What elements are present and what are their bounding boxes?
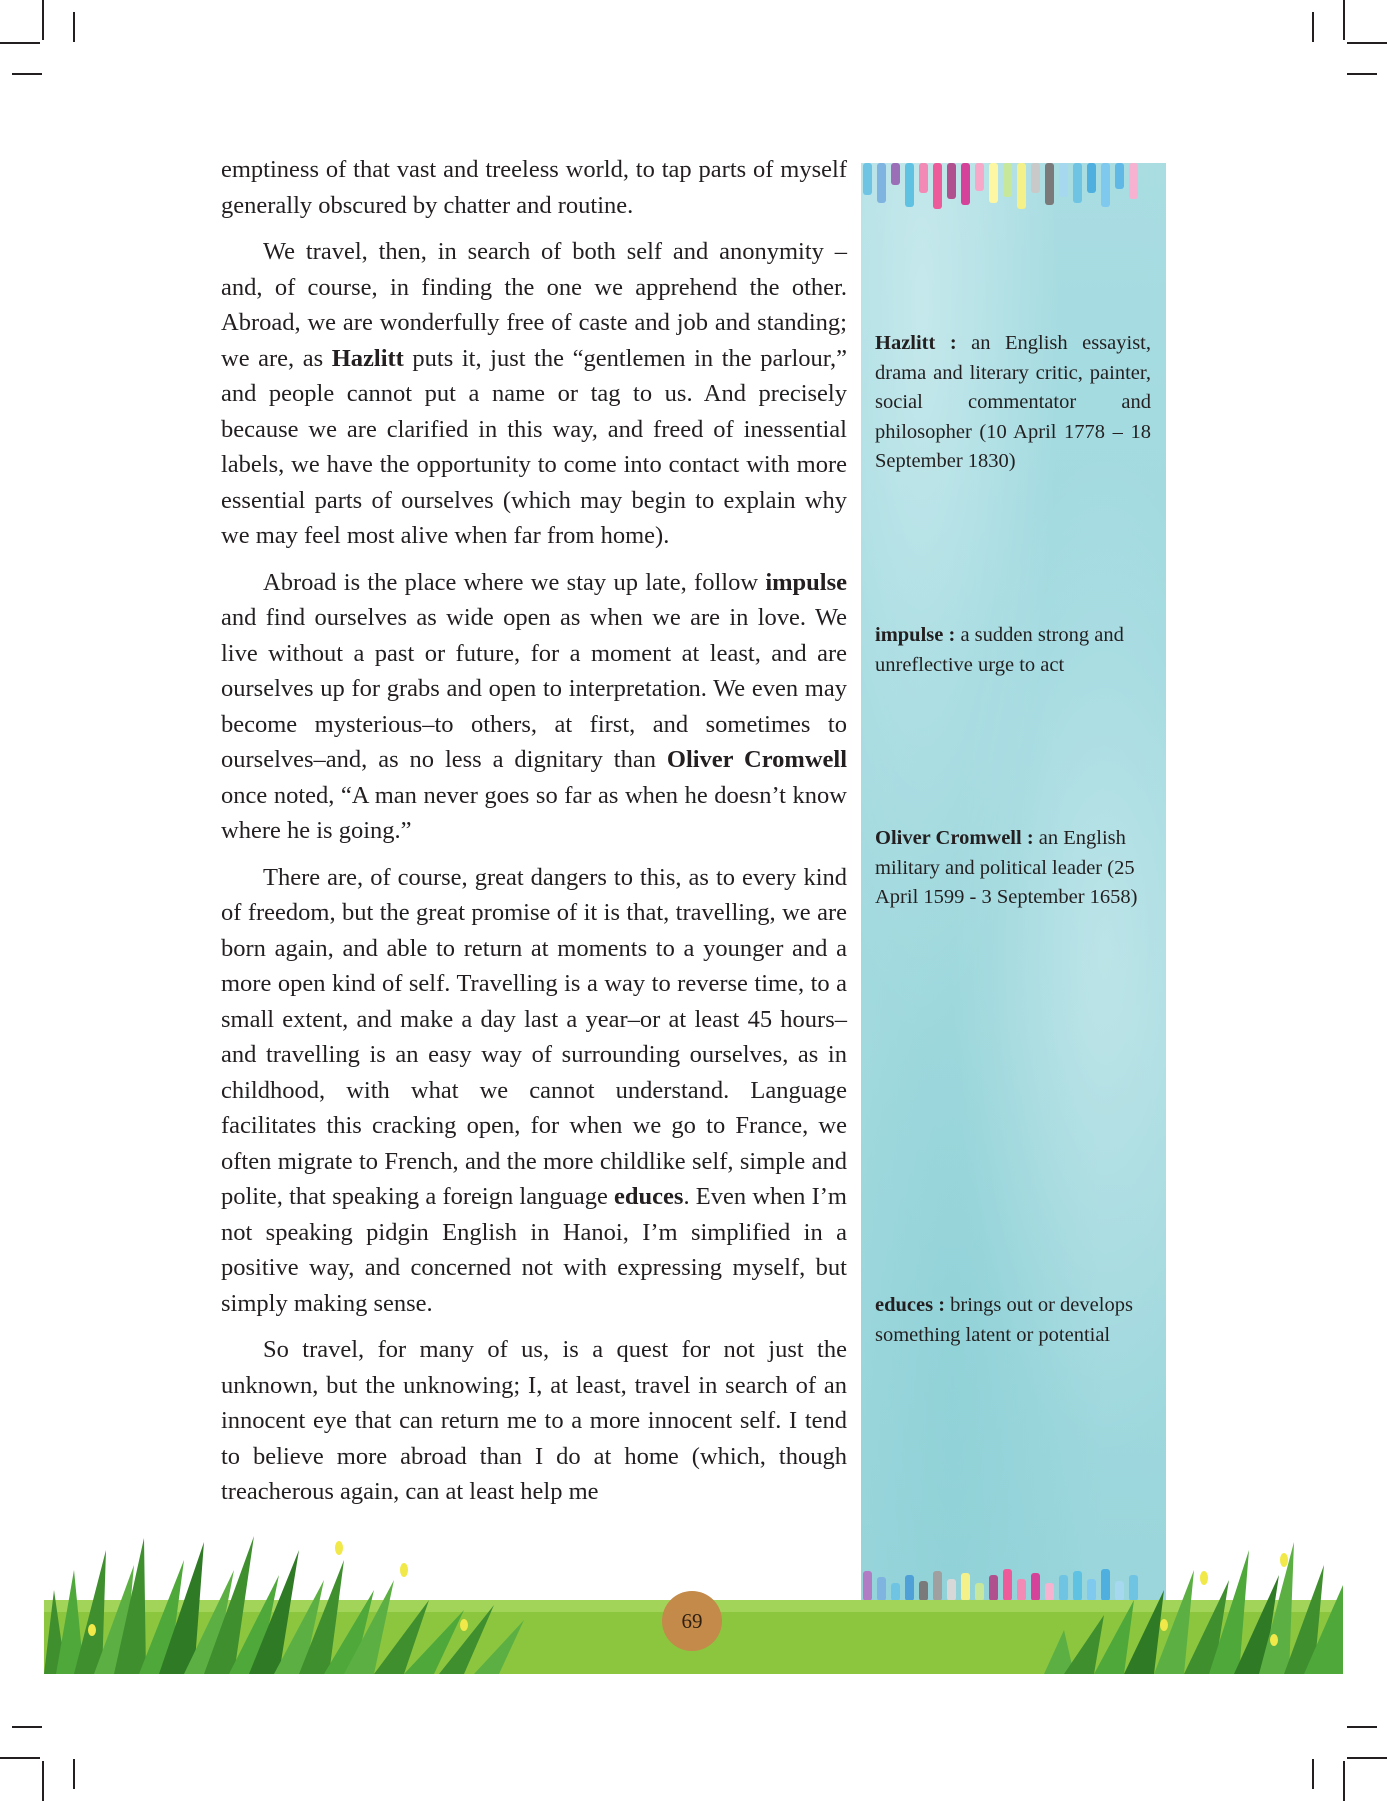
crop-mark: [1347, 1726, 1377, 1728]
paragraph-text: . Even when I’m not speaking pidgin English in Hanoi, I’m simplified in a positive way, and concerned not with expressing myself, but simply making sense.: [221, 1183, 847, 1317]
crop-mark: [1343, 0, 1345, 40]
glossary-term: educes :: [875, 1294, 946, 1316]
paragraph-text: We travel, then, in search of both self and anonymity – and, of course, in finding the one we apprehend the other. Abroad, we are wonderfully free of caste and job and standing; we are, as: [221, 238, 847, 372]
glossary-term: Hazlitt :: [875, 332, 957, 354]
crop-mark: [1347, 42, 1387, 44]
paragraph: [221, 234, 847, 554]
crop-mark: [12, 73, 42, 75]
glossary-sidebar: [861, 163, 1166, 1601]
glossary-definition: an English essayist, drama and literary critic, painter, social commentator and philosopher (10 April 1778 – 18 September 1830): [875, 332, 1151, 472]
crop-mark: [42, 1761, 44, 1801]
glossary-entry-hazlitt: [875, 329, 1151, 477]
glossary-term-oliver-cromwell: Oliver Cromwell: [666, 746, 847, 773]
crop-mark: [12, 1726, 42, 1728]
crop-mark: [1343, 1761, 1345, 1801]
glossary-term: impulse :: [875, 624, 956, 646]
page-number-badge: [662, 1591, 722, 1651]
crop-mark: [1347, 1757, 1387, 1759]
crop-mark: [42, 0, 44, 40]
paragraph: [221, 860, 847, 1322]
crop-mark: [1312, 1759, 1314, 1789]
main-text-column: [221, 152, 847, 1521]
crop-mark: [0, 42, 40, 44]
glossary-entry-oliver-cromwell: [875, 824, 1151, 913]
glossary-entry-educes: [875, 1291, 1151, 1350]
glossary-term-educes: educes: [614, 1183, 684, 1210]
page-number: 69: [681, 1609, 703, 1633]
paragraph-text: There are, of course, great dangers to this, as to every kind of freedom, but the great promise of it is that, travelling, we are born again, and able to return at moments to a younger and a more open kind of self. Travelling is a way to reverse time, to a small extent, and make a day last a year–or at least 45 hours–and travelling is an easy way of surrounding ourselves, as in childhood, with what we cannot understand. Language facilitates this cracking open, for when we go to France, we often migrate to French, and the more childlike self, simple and polite, that speaking a foreign language: [221, 863, 847, 1210]
paragraph: [221, 152, 847, 223]
paragraph-text: once noted, “A man never goes so far as when he doesn’t know where he is going.”: [221, 781, 847, 844]
glossary-entry-impulse: [875, 621, 1151, 680]
paragraph-text: and find ourselves as wide open as when we are in love. We live without a past or future, for a moment at least, and are ourselves up for grabs and open to interpretation. We even may become mysterious–to others, at first, and sometimes to ourselves–and, as no less a dignitary than: [221, 604, 847, 773]
crop-mark: [73, 1759, 75, 1789]
paragraph-text: Abroad is the place where we stay up late, follow: [263, 568, 766, 596]
paragraph-text: puts it, just the “gentlemen in the parlour,” and people cannot put a name or tag to us. And precisely because we are clarified in this way, and freed of inessential labels, we have the opportunity to come into contact with more essential parts of ourselves (which may begin to explain why we may feel most alive when far from home).: [221, 344, 847, 549]
decorative-stripes-top: [861, 163, 1166, 213]
crop-mark: [73, 12, 75, 42]
paragraph-text: emptiness of that vast and treeless world, to tap parts of myself generally obscured by chatter and routine.: [221, 156, 847, 219]
paragraph: [221, 565, 847, 849]
glossary-term-impulse: impulse: [765, 568, 847, 596]
glossary-definition: an English military and political leader (25 April 1599 - 3 September 1658): [875, 827, 1138, 908]
glossary-term-hazlitt: Hazlitt: [331, 344, 404, 372]
paragraph: [221, 1332, 847, 1510]
glossary-definition: brings out or develops something latent or potential: [875, 1294, 1133, 1346]
glossary-term: Oliver Cromwell :: [875, 827, 1034, 849]
crop-mark: [1347, 73, 1377, 75]
glossary-definition: a sudden strong and unreflective urge to act: [875, 624, 1124, 676]
crop-mark: [0, 1757, 40, 1759]
paragraph-text: So travel, for many of us, is a quest for not just the unknown, but the unknowing; I, at least, travel in search of an innocent eye that can return me to a more innocent self. I tend to believe more abroad than I do at home (which, though treacherous again, can at least help me: [221, 1336, 847, 1505]
crop-mark: [1312, 12, 1314, 42]
